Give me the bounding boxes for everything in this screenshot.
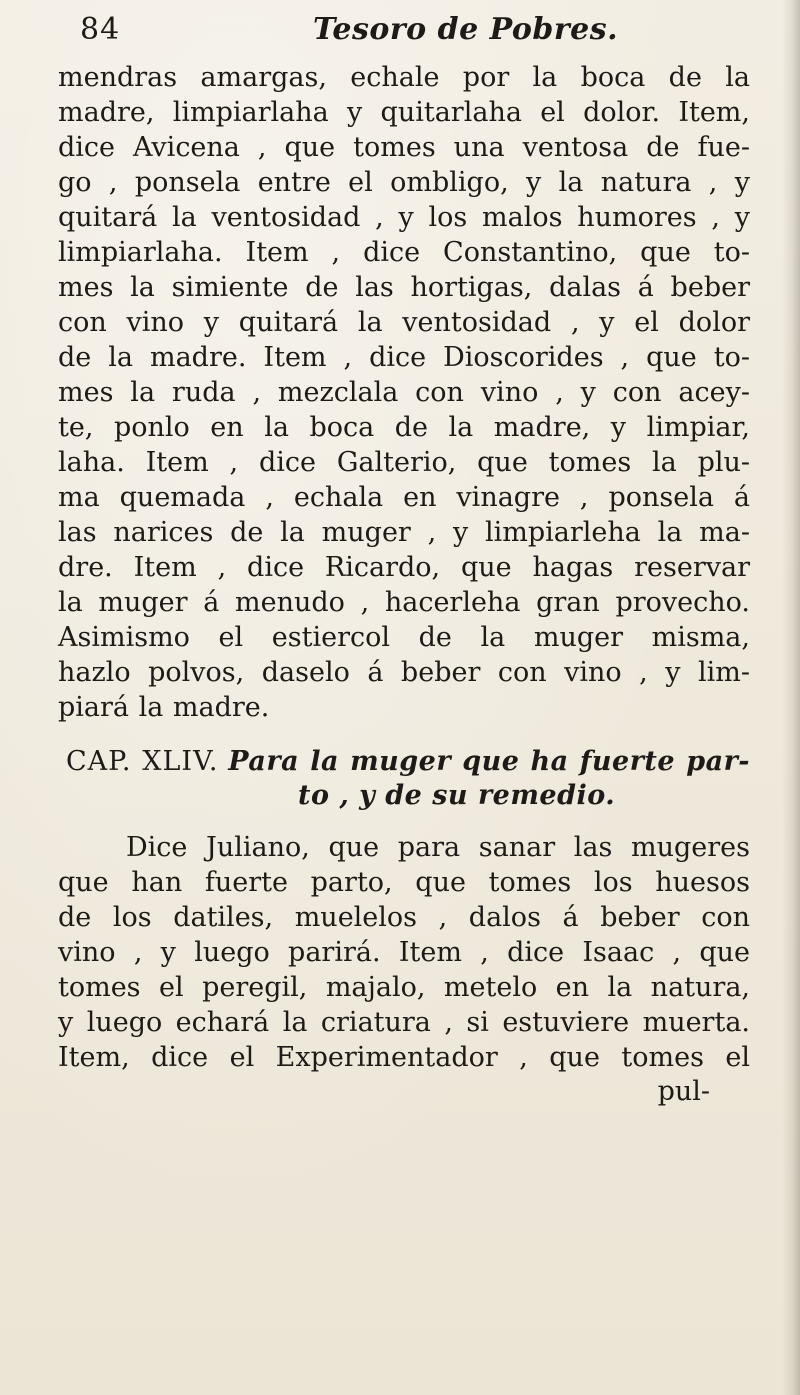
text-line: quitará la ventosidad , y los malos humores , y [58, 202, 750, 233]
text-line: Item, dice el Experimentador , que tomes el [58, 1042, 750, 1073]
chapter-title-continued: to , y de su remedio. [298, 780, 616, 811]
text-line: te, ponlo en la boca de la madre, y limpiar, [58, 412, 750, 443]
text-line: vino , y luego parirá. Item , dice Isaac , que [58, 937, 750, 968]
text-line: dice Avicena , que tomes una ventosa de fue- [58, 132, 750, 163]
text-line: mes la simiente de las hortigas, dalas á beber [58, 272, 750, 303]
text-line: mes la ruda , mezclala con vino , y con acey- [58, 377, 750, 408]
text-line: mendras amargas, echale por la boca de la [58, 62, 750, 93]
text-line: go , ponsela entre el ombligo, y la natura , y [58, 167, 750, 198]
text-line: las narices de la muger , y limpiarleha la ma- [58, 517, 750, 548]
text-line: de la madre. Item , dice Dioscorides , que to- [58, 342, 750, 373]
paragraph-1 [58, 60, 750, 725]
text-line: dre. Item , dice Ricardo, que hagas reservar [58, 552, 750, 583]
catchword: pul- [657, 1076, 710, 1107]
text-line: laha. Item , dice Galterio, que tomes la plu- [58, 447, 750, 478]
page-header [58, 0, 750, 60]
text-line: con vino y quitará la ventosidad , y el dolor [58, 307, 750, 338]
chapter-label: CAP. XLIV. [66, 746, 219, 777]
page-edge-shadow [782, 0, 800, 1395]
text-line: Asimismo el estiercol de la muger misma, [58, 622, 750, 653]
text-line: limpiarlaha. Item , dice Constantino, que to- [58, 237, 750, 268]
text-line: tomes el peregil, majalo, metelo en la natura, [58, 972, 750, 1003]
page-number: 84 [80, 12, 121, 47]
text-line: la muger á menudo , hacerleha gran provecho. [58, 587, 750, 618]
text-line: madre, limpiarlaha y quitarlaha el dolor. Item, [58, 97, 750, 128]
text-line: de los datiles, muelelos , dalos á beber con [58, 902, 750, 933]
text-line: Dice Juliano, que para sanar las mugeres [126, 832, 750, 863]
text-line: y luego echará la criatura , si estuviere muerta. [58, 1007, 750, 1038]
chapter-title: Para la muger que ha fuerte par- [228, 746, 750, 777]
text-line: hazlo polvos, daselo á beber con vino , y lim- [58, 657, 750, 688]
chapter-heading-line-1 [58, 745, 750, 779]
text-line: piará la madre. [58, 692, 270, 723]
text-line: ma quemada , echala en vinagre , ponsela á [58, 482, 750, 513]
running-title: Tesoro de Pobres. [313, 12, 619, 47]
text-line: que han fuerte parto, que tomes los huesos [58, 867, 750, 898]
chapter-heading [58, 745, 750, 813]
paragraph-2 [58, 830, 750, 1075]
